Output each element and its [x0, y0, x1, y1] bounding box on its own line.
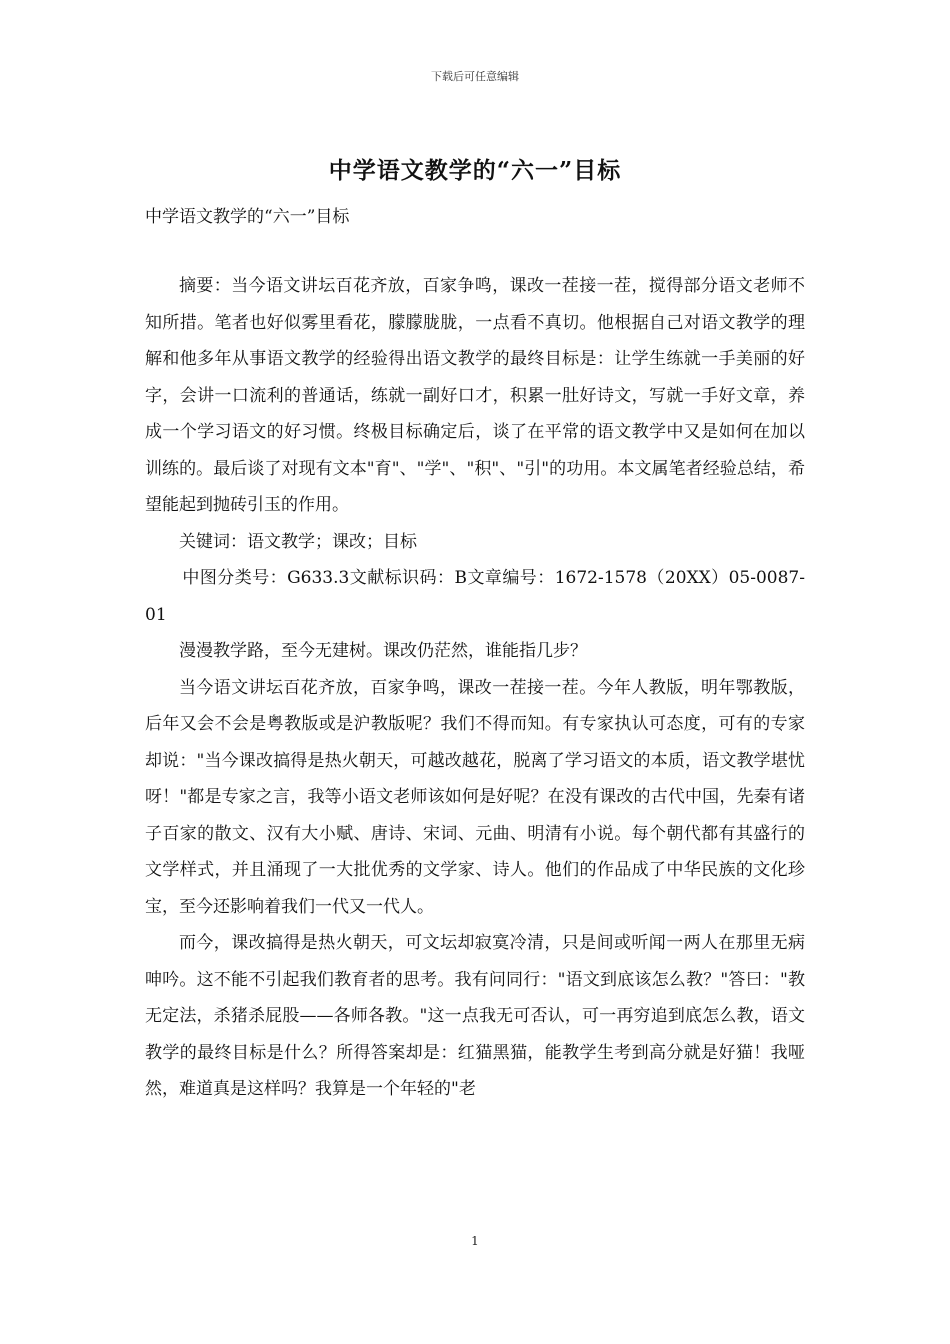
document-subtitle: 中学语文教学的“六一”目标 [145, 207, 350, 227]
document-title: 中学语文教学的“六一”目标 [328, 157, 622, 184]
abstract-paragraph: 摘要：当今语文讲坛百花齐放，百家争鸣，课改一茬接一茬，搅得部分语文老师不知所措。笔者也好似雾里看花，朦朦胧胧，一点看不真切。他根据自己对语文教学的理解和他多年从事语文教学的经验得出语文教学的最终目标是：让学生练就一手美丽的好字，会讲一口流利的普通话，练就一副好口才，积累一肚好诗文，写就一手好文章，养成一个学习语文的好习惯。终极目标确定后，谈了在平常的语文教学中又是如何在加以训练的。最后谈了对现有文本"育"、"学"、"积"、"引"的功用。本文属笔者经验总结，希望能起到抛砖引玉的作用。 [145, 276, 805, 515]
body-paragraph: 当今语文讲坛百花齐放，百家争鸣，课改一茬接一茬。今年人教版，明年鄂教版，后年又会不会是粤教版或是沪教版呢？我们不得而知。有专家执认可态度，可有的专家却说："当今课改搞得是热火朝天，可越改越花，脱离了学习语文的本质，语文教学堪忧呀！"都是专家之言，我等小语文老师该如何是好呢？在没有课改的古代中国，先秦有诸子百家的散文、汉有大小赋、唐诗、宋词、元曲、明清有小说。每个朝代都有其盛行的文学样式，并且涌现了一大批优秀的文学家、诗人。他们的作品成了中华民族的文化珍宝，至今还影响着我们一代又一代人。 [145, 677, 805, 917]
header-note: 下载后可任意编辑 [431, 70, 519, 83]
classification-paragraph: 中图分类号：G633.3文献标识码：B文章编号：1672-1578（20XX）05-0087-01 [145, 568, 805, 625]
body-paragraph: 而今，课改搞得是热火朝天，可文坛却寂寞冷清，只是间或听闻一两人在那里无病呻吟。这不能不引起我们教育者的思考。我有问同行："语文到底该怎么教？"答曰："教无定法，杀猪杀屁股——各师各教。"这一点我无可否认，可一再穷追到底怎么教，语文教学的最终目标是什么？所得答案却是：红猫黑猫，能教学生考到高分就是好猫！我哑然，难道真是这样吗？我算是一个年轻的"老 [145, 933, 805, 1099]
poem-paragraph: 漫漫教学路，至今无建树。课改仍茫然，谁能指几步？ [179, 641, 587, 661]
page-number: 1 [471, 1234, 479, 1248]
keywords-paragraph: 关键词：语文教学；课改；目标 [179, 531, 417, 552]
body-text [145, 268, 805, 1108]
